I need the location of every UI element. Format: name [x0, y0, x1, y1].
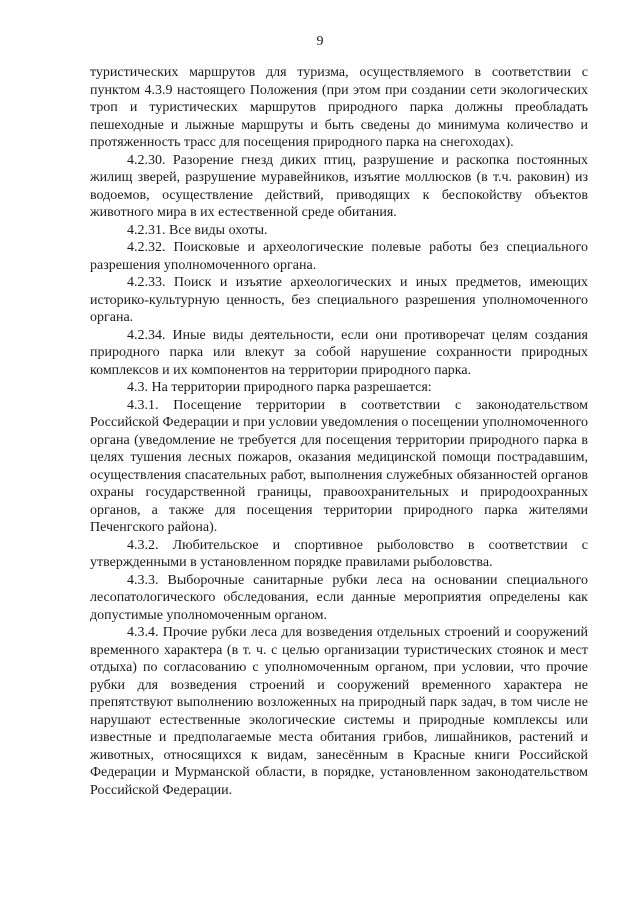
paragraph-4-3-2: 4.3.2. Любительское и спортивное рыболовство в соответствии с утвержденными в установленном порядке правилами рыболовства. [90, 537, 588, 570]
paragraph-4-2-31: 4.2.31. Все виды охоты. [127, 222, 268, 238]
paragraph-4-3-3: 4.3.3. Выборочные санитарные рубки леса на основании специального лесопатологического обследования, если данные мероприятия определены как допустимые уполномоченным органом. [90, 572, 588, 623]
page-number: 9 [316, 34, 324, 49]
paragraph-4-3-4: 4.3.4. Прочие рубки леса для возведения отдельных строений и сооружений временного характера (в т. ч. с целью организации туристических стоянок и мест отдыха) по согласованию с уполномоченным органом, при условии, что прочие рубки для возведения строений и сооружений временного характера не препятствуют выполнению возложенных на природный парк задач, в том числе не нарушают естественные экологические системы и природные комплексы или известные и предполагаемые места обитания грибов, лишайников, растений и животных, относящихся к видам, занесённым в Красные книги Российской Федерации и Мурманской области, в порядке, установленном законодательством Российской Федерации. [90, 625, 588, 798]
paragraph-4-2-30: 4.2.30. Разорение гнезд диких птиц, разрушение и раскопка постоянных жилищ зверей, разрушение муравейников, изъятие моллюсков (в т.ч. раковин) из водоемов, осуществление действий, приводящих к беспокойству объектов животного мира в их естественной среде обитания. [90, 152, 588, 220]
paragraph-continuation: туристических маршрутов для туризма, осуществляемого в соответствии с пунктом 4.3.9 настоящего Положения (при этом при создании сети экологических троп и туристических маршрутов природного парка должны преобладать пешеходные и лыжные маршруты и быть сведены до минимума количество и протяженность трасс для посещения природного парка на снегоходах). [90, 65, 588, 150]
paragraph-4-3: 4.3. На территории природного парка разрешается: [127, 380, 432, 395]
paragraph-4-3-1: 4.3.1. Посещение территории в соответствии с законодательством Российской Федерации и при условии уведомления о посещении уполномоченного органа (уведомление не требуется для посещения территории природного парка в целях тушения лесных пожаров, оказания медицинской помощи пострадавшим, осуществления спасательных работ, выполнения служебных обязанностей органов охраны государственной границы, правоохранительных и природоохранных органов, а также для посещения территории природного парка жителями Печенгского района). [90, 397, 588, 535]
paragraph-4-2-32: 4.2.32. Поисковые и археологические полевые работы без специального разрешения уполномоченного органа. [90, 240, 588, 273]
paragraph-4-2-33: 4.2.33. Поиск и изъятие археологических и иных предметов, имеющих историко-культурную ценность, без специального разрешения уполномоченного органа. [90, 275, 588, 325]
document-body [90, 64, 588, 799]
paragraph-4-2-34: 4.2.34. Иные виды деятельности, если они противоречат целям создания природного парка или влекут за собой нарушение сохранности природных комплексов и их компонентов на территории природного парка. [90, 327, 588, 378]
